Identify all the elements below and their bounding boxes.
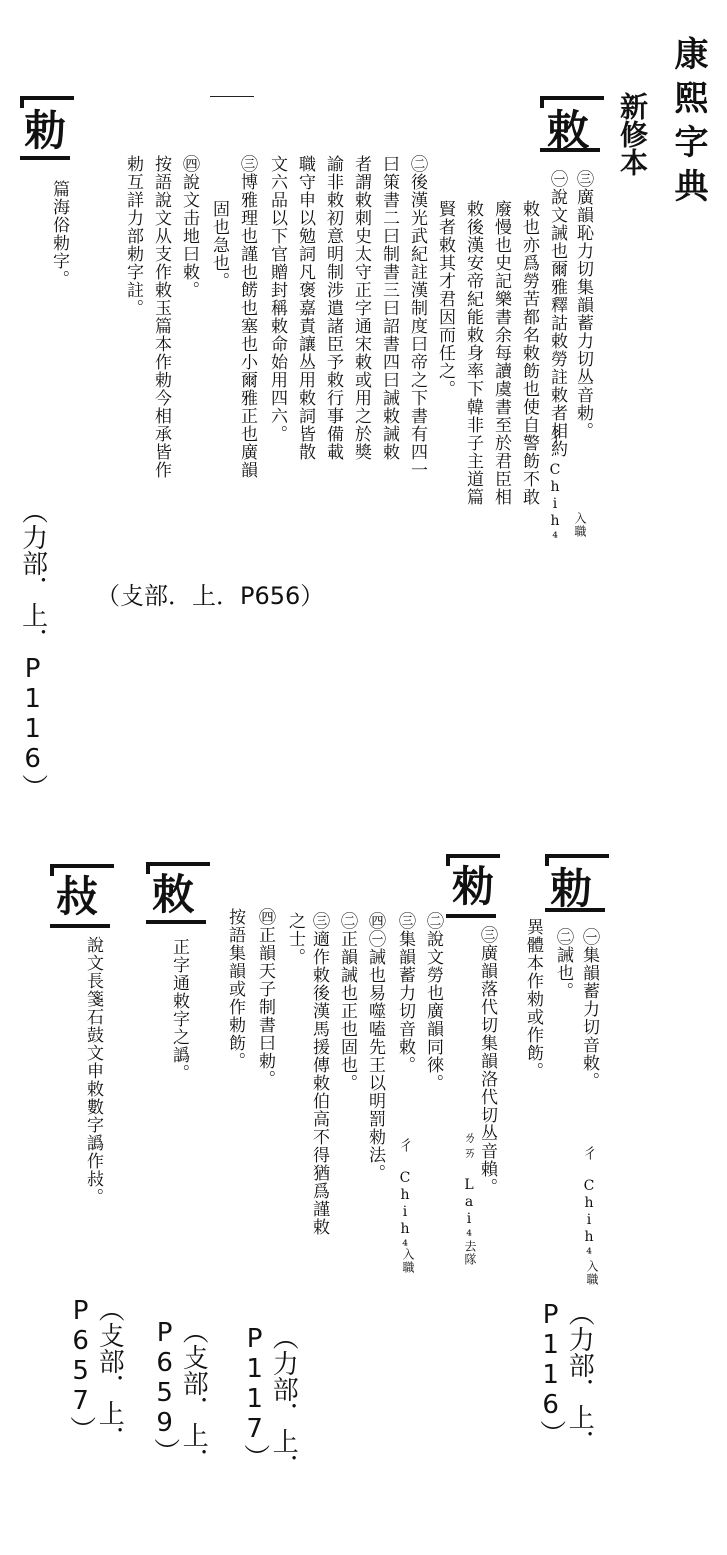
entry-line: ㊃正韻天子制書曰勅。	[255, 908, 275, 1088]
entry-line: 異體本作勑或作飭。	[523, 918, 543, 1080]
entry-head: 勅	[24, 106, 67, 155]
entry-line: 說文長箋石鼓文申敕數字譌作敊。	[83, 936, 103, 1206]
pronunciation: 彳 Chih⁴	[397, 1138, 413, 1255]
pronunciation: ㄌㄞ Lai⁴	[461, 1130, 477, 1245]
decorative-rule	[210, 96, 254, 97]
entry-line: ㊀集韻蓄力切音敕。	[579, 928, 599, 1090]
entry-line: 職守申以勉詞凡褒嘉責讓丛用敕詞皆散	[295, 155, 315, 461]
pronunciation: 彳 Chih⁴	[547, 430, 563, 547]
page-reference: （力部．上．P116）	[17, 498, 48, 800]
entry-line: 固也急也。	[209, 200, 229, 290]
entry-line: 正字通敕字之譌。	[169, 938, 189, 1082]
entry-head: 敊	[56, 872, 99, 921]
entry-line: ㊂集韻蓄力切音敕。	[395, 912, 415, 1074]
entry-line: 諭非敕初意明制涉遣諸臣予敕行事備載	[323, 155, 343, 461]
entry-line: 者謂敕刺史太守正字通宋敕或用之於獎	[351, 155, 371, 461]
entry-head: 勅	[550, 864, 593, 913]
head-bracket	[545, 900, 605, 912]
entry-line: 之士。	[285, 912, 305, 966]
page-reference: （攴部．上．P657）	[65, 1296, 125, 1452]
entry-line: 按語說文从支作敕玉篇本作勅今相承皆作	[151, 155, 171, 479]
tone-label: 入職	[573, 512, 587, 538]
entry-line: ㊁後漢光武紀註漢制度曰帝之下書有四一	[407, 155, 427, 479]
entry-line: ㊃㊀誡也易噬嗑先王以明罰勑法。	[365, 912, 385, 1182]
page-reference: （力部．上．P116）	[535, 1300, 595, 1456]
head-bracket	[446, 906, 496, 918]
entry-line: 敕後漢安帝紀能敕身率下韓非子主道篇	[463, 200, 483, 506]
entry-line: 賢者敕其才君因而任之。	[435, 200, 455, 398]
entry-line: 曰策書二曰制書三曰詔書四曰誡敕誡敕	[379, 155, 399, 461]
page-reference: （力部．上．P117）	[239, 1324, 299, 1480]
entry-line: ㊂廣韻落代切集韻洛代切丛音賴。	[477, 926, 497, 1196]
entry-line: ㊀說文誡也爾雅釋詁敕勞註敕者相約	[547, 170, 567, 458]
entry-line: 敕也亦爲勞苦都名敕飭也使自警飭不敢	[519, 200, 539, 506]
edition-label: 新修本	[616, 92, 649, 176]
entry-line: ㊂適作敕後漢馬援傳敕伯高不得猶爲謹敕	[309, 912, 329, 1236]
head-bracket	[146, 912, 206, 924]
tone-label: 入職	[401, 1248, 415, 1274]
entry-line: 按語集韻或作勅飭。	[225, 908, 245, 1070]
entry-line: 勅互詳力部勅字註。	[123, 155, 143, 317]
tone-label: 去隊	[463, 1240, 477, 1266]
entry-line: ㊁正韻誡也正也固也。	[337, 912, 357, 1092]
entry-head: 勑	[452, 862, 495, 911]
entry-line: ㊁說文勞也廣韻同徠。	[423, 912, 443, 1092]
head-bracket	[20, 148, 70, 160]
page-reference: （攴部．上．P659）	[149, 1318, 209, 1474]
entry-line: 廢慢也史記樂書余每讀虞書至於君臣相	[491, 200, 511, 506]
entry-line: ㊂廣韻恥力切集韻蓄力切丛音勅。	[573, 170, 593, 440]
entry-line: ㊃說文击地曰敕。	[179, 155, 199, 299]
entry-line: 文六品以下官贈封稱敕命始用四六。	[267, 155, 287, 443]
entry-line: ㊂博雅理也謹也餝也塞也小爾雅正也廣韻	[237, 155, 257, 479]
head-bracket	[50, 916, 110, 928]
tone-label: 入職	[585, 1260, 599, 1286]
entry-head: 敕	[547, 106, 590, 155]
entry-line: ㊁誡也。	[553, 928, 573, 1000]
page-reference: （攴部．上．P656）	[96, 582, 325, 610]
entry-line: 篇海俗勅字。	[49, 180, 69, 288]
head-bracket	[540, 140, 600, 152]
book-title: 康熙字典	[668, 36, 708, 212]
pronunciation: 彳 Chih⁴	[581, 1146, 597, 1263]
entry-head: 敇	[152, 870, 195, 919]
